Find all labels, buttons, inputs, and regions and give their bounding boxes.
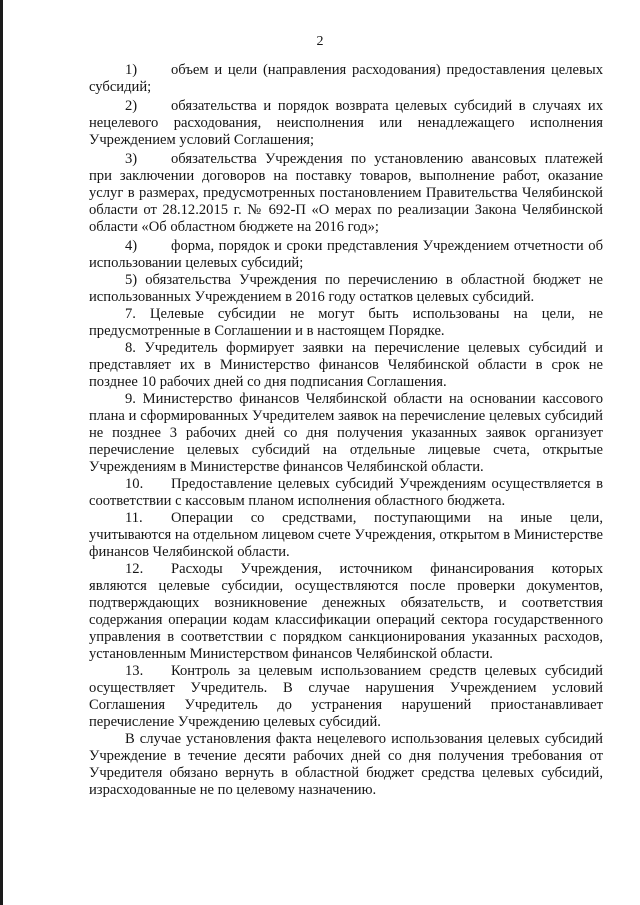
item-number: 11. bbox=[125, 510, 143, 526]
document-body bbox=[89, 62, 603, 799]
paragraph-7 bbox=[89, 306, 603, 340]
paragraph-13 bbox=[89, 663, 603, 731]
paragraph-item-3 bbox=[89, 151, 603, 236]
paragraph-misuse-return bbox=[89, 731, 603, 799]
paragraph-text: обязательства и порядок возврата целевых субсидий в случаях их нецелевого расходования, неисполнения или ненадлежащего исполнения Учреждением условий Соглашения; bbox=[89, 98, 603, 148]
paragraph-12 bbox=[89, 561, 603, 663]
paragraph-8 bbox=[89, 340, 603, 391]
paragraph-text: Расходы Учреждения, источником финансирования которых являются целевые субсидии, осуществляются после проверки документов, подтверждающих возникновение денежных обязательств, и соответствия содержания операции кодам классификации операций сектора государственного управления в соответствии с порядком санкционирования указанных расходов, установленным Министерством финансов Челябинской области. bbox=[89, 561, 603, 662]
paragraph-9 bbox=[89, 391, 603, 476]
paragraph-item-1 bbox=[89, 62, 603, 96]
item-number: 4) bbox=[125, 238, 138, 254]
page-number: 2 bbox=[316, 34, 324, 49]
paragraph-text: Операции со средствами, поступающими на иные цели, учитываются на отдельном лицевом счете Учреждения, открытом в Министерстве финансов Челябинской области. bbox=[89, 510, 603, 560]
paragraph-text: обязательства Учреждения по установлению авансовых платежей при заключении договоров на поставку товаров, выполнение работ, оказание услуг в размерах, предусмотренных постановлением Правительства Челябинской области от 28.12.2015 г. № 692-П «О мерах по реализации Закона Челябинской области «Об областном бюджете на 2016 год»; bbox=[89, 151, 603, 235]
paragraph-text: объем и цели (направления расходования) предоставления целевых субсидий; bbox=[89, 62, 603, 95]
item-number: 10. bbox=[125, 476, 144, 492]
paragraph-text: 7. Целевые субсидии не могут быть использованы на цели, не предусмотренные в Соглашении и в настоящем Порядке. bbox=[89, 306, 603, 339]
paragraph-10 bbox=[89, 476, 603, 510]
paragraph-text: Контроль за целевым использованием средств целевых субсидий осуществляет Учредитель. В случае нарушения Учреждением условий Соглашения Учредитель до устранения нарушений приостанавливает перечисление Учреждению целевых субсидий. bbox=[89, 663, 603, 730]
item-number: 2) bbox=[125, 98, 138, 114]
paragraph-item-2 bbox=[89, 98, 603, 149]
paragraph-item-5 bbox=[89, 272, 603, 306]
paragraph-text: 9. Министерство финансов Челябинской области на основании кассового плана и сформированных Учредителем заявок на перечисление целевых субсидий не позднее 3 рабочих дней со дня получения указанных заявок организует перечисление целевых субсидий на отдельные лицевые счета, открытые Учреждениям в Министерстве финансов Челябинской области. bbox=[89, 391, 603, 475]
paragraph-text: 5) обязательства Учреждения по перечислению в областной бюджет не использованных Учреждением в 2016 году остатков целевых субсидий. bbox=[89, 272, 603, 305]
paragraph-text: 8. Учредитель формирует заявки на перечисление целевых субсидий и представляет их в Министерство финансов Челябинской области в срок не позднее 10 рабочих дней со дня подписания Соглашения. bbox=[89, 340, 603, 390]
paragraph-item-4 bbox=[89, 238, 603, 272]
item-number: 1) bbox=[125, 62, 138, 78]
item-number: 13. bbox=[125, 663, 144, 679]
item-number: 3) bbox=[125, 151, 138, 167]
paragraph-text: форма, порядок и сроки представления Учреждением отчетности об использовании целевых субсидий; bbox=[89, 238, 603, 271]
item-number: 12. bbox=[125, 561, 144, 577]
paragraph-11 bbox=[89, 510, 603, 561]
paragraph-text: Предоставление целевых субсидий Учреждениям осуществляется в соответствии с кассовым планом исполнения областного бюджета. bbox=[89, 476, 603, 509]
scan-page-edge bbox=[0, 0, 3, 905]
paragraph-text: В случае установления факта нецелевого использования целевых субсидий Учреждение в течение десяти рабочих дней со дня получения требования от Учредителя обязано вернуть в областной бюджет средства целевых субсидий, израсходованные не по целевому назначению. bbox=[89, 731, 603, 798]
